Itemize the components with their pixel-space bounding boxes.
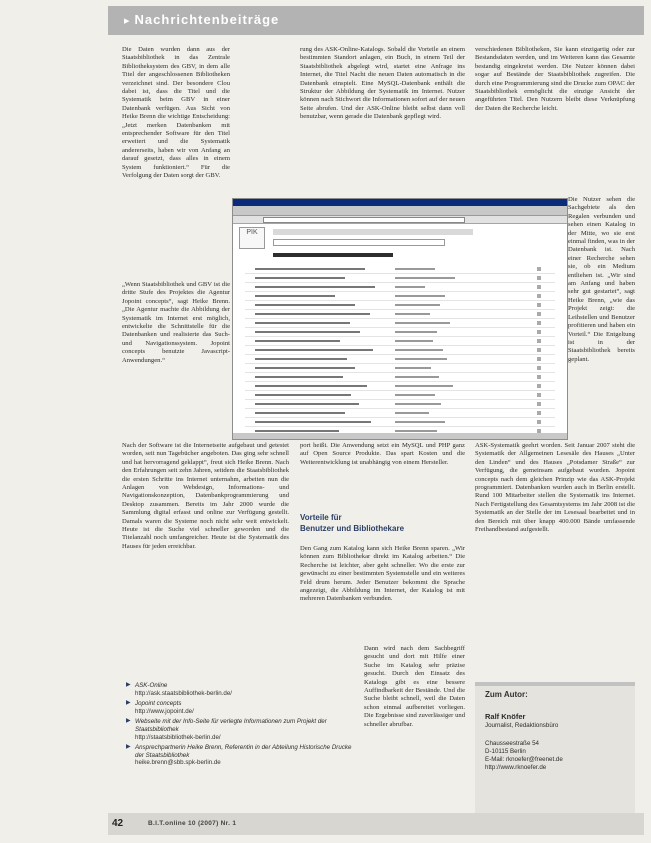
screenshot-result-value bbox=[395, 358, 447, 360]
link-item bbox=[126, 700, 358, 715]
author-box bbox=[475, 682, 635, 826]
screenshot-result-value bbox=[395, 340, 433, 342]
column-2-after-image: port heißt. Die Anwendung setzt ein MySQL und PHP ganz auf Open Source Produkte. Das spart Kosten und die Weiterentwicklung ist unabhängig von einem Hersteller. bbox=[300, 442, 465, 466]
screenshot-result-title bbox=[255, 394, 351, 396]
screenshot-result-marker bbox=[537, 402, 541, 406]
screenshot-result-title bbox=[255, 340, 340, 342]
screenshot-toolbar bbox=[233, 206, 567, 216]
screenshot-result-marker bbox=[537, 393, 541, 397]
screenshot-result-title bbox=[255, 331, 360, 333]
screenshot-result-title bbox=[255, 358, 347, 360]
triangle-right-icon: ▶ bbox=[126, 700, 131, 707]
link-url[interactable]: http://www.jopoint.de/ bbox=[135, 707, 194, 715]
screenshot-result-row bbox=[245, 283, 555, 292]
screenshot-result-row bbox=[245, 355, 555, 364]
link-label: Jopoint concepts bbox=[135, 700, 182, 708]
screenshot-result-value bbox=[395, 430, 437, 432]
column-3-bottom: ASK-Systematik geehrt worden. Seit Januar 2007 steht die Systematik der Allgemeinen Lesesäle des Hauses „Unter den Linden“ und des Hauses „Potsdamer Straße“ zur Verfügung, die gemeinsam aufgebaut wurden. Jopoint concepts nach dem gleichen Prinzip wie das ASK-Projekt programmiert. Datenbanken wurden auch in Berlin erstellt. Rund 100 Mitarbeiter stellen die Systematik ins Internet. Nach Fertigstellung des Gesamtsystems im Jahr 2008 ist die Systematik an der Stelle der im Lesesaal bearbeitet und in den Bereich mit über knapp 400.000 Bände umfassende Freihandbestand aufgestellt. bbox=[475, 442, 635, 534]
screenshot-result-marker bbox=[537, 285, 541, 289]
screenshot-titlebar bbox=[233, 199, 567, 206]
section-heading-line-2: Benutzer und Bibliothekare bbox=[300, 524, 405, 533]
screenshot-result-marker bbox=[537, 411, 541, 415]
screenshot-result-value bbox=[395, 367, 431, 369]
section-title bbox=[124, 12, 279, 27]
screenshot-result-marker bbox=[537, 366, 541, 370]
screenshot-tabs bbox=[273, 229, 473, 235]
link-label: ASK-Online bbox=[135, 682, 168, 689]
screenshot-result-value bbox=[395, 394, 435, 396]
screenshot-result-title bbox=[255, 367, 355, 369]
link-label: Ansprechpartnerin Heike Brenn, Referentin in der Abteilung Historische Drucke der Staatsbibliothek bbox=[135, 744, 352, 759]
screenshot-result-marker bbox=[537, 375, 541, 379]
screenshot-result-row bbox=[245, 409, 555, 418]
screenshot-result-value bbox=[395, 331, 437, 333]
catalog-screenshot bbox=[232, 198, 568, 440]
screenshot-result-title bbox=[255, 322, 350, 324]
author-box-title: Zum Autor: bbox=[485, 690, 528, 699]
screenshot-result-title bbox=[255, 268, 365, 270]
link-url[interactable]: http://ask.staatsbibliothek-berlin.de/ bbox=[135, 689, 232, 697]
screenshot-result-marker bbox=[537, 339, 541, 343]
screenshot-result-marker bbox=[537, 321, 541, 325]
screenshot-result-marker bbox=[537, 294, 541, 298]
screenshot-result-row bbox=[245, 292, 555, 301]
screenshot-result-row bbox=[245, 400, 555, 409]
link-item bbox=[126, 744, 358, 767]
screenshot-result-value bbox=[395, 376, 439, 378]
screenshot-result-row bbox=[245, 418, 555, 427]
column-1-bottom: Nach der Software ist die Internetseite aufgebaut und getestet worden, seit nun Tagebücher angeboten. Das ging sehr schnell und hat hervorragend geklappt“, freut sich Heike Brenn. Nach den Erfahrungen seit zehn Jahren, seitdem die Staatsbibliothek die ersten Schritte ins Internet unternahm, arbeiten nun die Anlagen von Webdesign, Informations- und Navigationskonzeption, Datenbankprogrammierung und Desktop zusammen. Bereits im Jahr 2000 wurde die Sammlung digital erfasst und online zur Verfügung gestellt. Damals waren die Systeme noch nicht sehr weit entwickelt. Heute ist die Suche viel schneller geworden und die Titelanzahl noch umfangreicher. Heute ist die Systematik des Hauses für jeden erreichbar. bbox=[122, 442, 289, 550]
screenshot-result-title bbox=[255, 349, 373, 351]
screenshot-result-row bbox=[245, 364, 555, 373]
column-3-top: verschiedenen Bibliotheken, Sie kann einzigartig oder zur Bestandsdaten werden, und im Weiteren kann das Gesamte bestandig eingekreist werden. Die Nutzer können dabei sogar auf Bestände der Staatsbibliothek zugreifen. Die durch eine Programmierung sind die Drucke zum OPAC der Staatsbibliothek ermöglicht die einzige Ansicht der angeführten Titel. Den Nutzern bleibt diese Verknüpfung der Daten die Recherche leicht. bbox=[475, 46, 635, 112]
screenshot-result-marker bbox=[537, 420, 541, 424]
section-header bbox=[108, 6, 644, 35]
screenshot-result-marker bbox=[537, 330, 541, 334]
screenshot-address-field bbox=[263, 217, 465, 223]
screenshot-result-row bbox=[245, 310, 555, 319]
link-list bbox=[126, 682, 358, 770]
screenshot-result-marker bbox=[537, 348, 541, 352]
screenshot-result-row bbox=[245, 328, 555, 337]
screenshot-result-value bbox=[395, 268, 435, 270]
screenshot-result-value bbox=[395, 403, 441, 405]
screenshot-result-value bbox=[395, 412, 429, 414]
screenshot-result-marker bbox=[537, 267, 541, 271]
triangle-right-icon: ▶ bbox=[126, 744, 131, 751]
screenshot-result-title bbox=[255, 277, 345, 279]
author-address bbox=[485, 740, 563, 772]
screenshot-result-title bbox=[255, 313, 370, 315]
screenshot-addressbar bbox=[233, 216, 567, 224]
screenshot-result-title bbox=[255, 412, 345, 414]
screenshot-result-marker bbox=[537, 312, 541, 316]
column-3-narrow: Die Nutzer sehen die Sachgebiete als den Regalen verbunden und sehen einen Katalog in der Mitte, wo sie erst einmal finden, was in der Datenbank ist. Nach einer Recherche sehen sie, ob ein Medium entliehen ist. „Wir sind am Anfang und haben sehr gut gestartet“, sagt Heike Brenn, „wie das Projekt zeigt: die Leihstellen und Benutzer profitieren und haben ein Vorteil.“ Die Entgeltung ist in der Staatsbibliothek bereits geplant. bbox=[568, 196, 635, 363]
screenshot-logo-text: PIK bbox=[246, 229, 258, 236]
screenshot-heading bbox=[273, 253, 393, 257]
screenshot-result-value bbox=[395, 277, 455, 279]
screenshot-logo bbox=[239, 227, 265, 249]
screenshot-searchbox bbox=[273, 239, 445, 246]
screenshot-result-row bbox=[245, 337, 555, 346]
author-address-city: D-10115 Berlin bbox=[485, 748, 526, 755]
section-title-text: Nachrichtenbeiträge bbox=[134, 12, 280, 27]
column-1-top: Die Daten wurden dann aus der Staatsbibliothek in das Zentrale Bibliotheksystem des GBV, in dem alle Titel der angeschlossenen Bibliotheken verzeichnet sind. Der besondere Clou dabei ist, dass die Titel und die Systematik beim GBV in einer Datenbank verfügen. Aus Sicht von Heike Brenn die wichtige Entscheidung: „Jetzt merken Datenbanken mit entsprechender Software für den Titel erweitert und die Systematik andererseits, haben wir von Anfang an darauf gesetzt, dass alles in einem System funktioniert.“ Für die Verfolgung der Daten sorgt der GBV. bbox=[122, 46, 230, 180]
screenshot-result-title bbox=[255, 421, 371, 423]
screenshot-result-row bbox=[245, 301, 555, 310]
column-2-section: Den Gang zum Katalog kann sich Heike Brenn sparen. „Wir können zum Bibliothekar direkt im Katalog arbeiten.“ Die Recherche ist leichter, aber geht schneller. Wo die erste zur gewünscht zu einer bestimmten Systemstelle und ein weiteres Feld drum herum. Jeder Benutzer bekommt die Sprache angezeigt, die Abbildung im Internet, der Katalog ist mit mehreren Datenbanken verbunden. bbox=[300, 545, 465, 603]
screenshot-result-title bbox=[255, 430, 339, 432]
screenshot-result-title bbox=[255, 304, 355, 306]
screenshot-result-title bbox=[255, 403, 359, 405]
screenshot-result-value bbox=[395, 349, 443, 351]
screenshot-result-title bbox=[255, 376, 343, 378]
section-heading-line-1: Vorteile für bbox=[300, 513, 342, 522]
author-website[interactable]: http://www.rknoefer.de bbox=[485, 764, 547, 771]
triangle-right-icon: ▶ bbox=[126, 682, 131, 688]
column-2-narrow: Dann wird nach dem Sachbegriff gesucht und dort mit Hilfe einer Suche im Katalog sehr präzise gesucht. Durch den Einsatz des Katalogs gibt es eine bessere Auffindbarkeit der Bestände. Und die Suche bleibt schnell, weil die Daten schon einmal aufbereitet vorliegen. Die Ergebnisse sind zuverlässiger und schneller abrufbar. bbox=[364, 645, 465, 728]
screenshot-result-value bbox=[395, 304, 440, 306]
screenshot-result-list bbox=[245, 265, 555, 436]
link-item bbox=[126, 682, 358, 697]
link-label: Webseite mit der Info-Seite für verlegte Informationen zum Projekt der Staatsbibliothek bbox=[135, 718, 327, 733]
screenshot-result-row bbox=[245, 265, 555, 274]
link-item bbox=[126, 718, 358, 741]
screenshot-result-marker bbox=[537, 303, 541, 307]
triangle-right-icon: ▶ bbox=[126, 718, 131, 725]
author-role: Journalist, Redaktionsbüro bbox=[485, 722, 559, 729]
screenshot-result-marker bbox=[537, 357, 541, 361]
screenshot-result-value bbox=[395, 295, 445, 297]
column-2-top: rung des ASK-Online-Katalogs. Sobald die Vorteile an einem bestimmten Standort anlagen, ein Buch, in einem Teil der Staatsbibliothek abgelegt wird, startet eine Anfrage ins Internet, die Titel Nacht die neuen Daten automatisch in die Datenbank einspielt. Eine MySQL-Datenbank enthält die Struktur der Abbildung der Systematik im Internet. Nutzer können nach Stichwort die Informationen sofort auf der neuen Seite abrufen. Und der ASK-Online bleibt selbst dann voll benutzbar, wenn gerade die Datenbank gepflegt wird. bbox=[300, 46, 465, 121]
screenshot-result-title bbox=[255, 286, 375, 288]
page-number: 42 bbox=[112, 818, 124, 829]
screenshot-result-row bbox=[245, 319, 555, 328]
author-name: Ralf Knöfer bbox=[485, 712, 526, 721]
screenshot-result-value bbox=[395, 421, 445, 423]
publication-name: B.I.T.online 10 (2007) Nr. 1 bbox=[148, 820, 237, 827]
author-email[interactable]: E-Mail: rknoefer@freenet.de bbox=[485, 756, 563, 763]
screenshot-result-row bbox=[245, 274, 555, 283]
screenshot-result-value bbox=[395, 322, 450, 324]
triangle-right-icon: ▸ bbox=[124, 15, 131, 27]
page-footer bbox=[108, 813, 644, 835]
screenshot-result-value bbox=[395, 286, 425, 288]
author-address-street: Chausseestraße 54 bbox=[485, 740, 539, 747]
screenshot-result-marker bbox=[537, 276, 541, 280]
screenshot-result-row bbox=[245, 373, 555, 382]
screenshot-result-row bbox=[245, 346, 555, 355]
section-heading bbox=[300, 512, 465, 534]
screenshot-result-title bbox=[255, 385, 367, 387]
screenshot-result-value bbox=[395, 385, 453, 387]
link-url[interactable]: http://staatsbibliothek-berlin.de/ bbox=[135, 733, 221, 741]
link-url[interactable]: heike.brenn@sbb.spk-berlin.de bbox=[135, 759, 221, 767]
screenshot-result-marker bbox=[537, 384, 541, 388]
screenshot-result-value bbox=[395, 313, 430, 315]
screenshot-result-row bbox=[245, 391, 555, 400]
screenshot-statusbar bbox=[233, 433, 567, 439]
screenshot-result-row bbox=[245, 382, 555, 391]
screenshot-result-title bbox=[255, 295, 335, 297]
column-1-middle: „Wenn Staatsbibliothek und GBV ist die dritte Stufe des Projektes die Agentur Jopoint concepts“, sagt Heike Brenn. „Die Agentur machte die Abbildung der Systematik im Internet erst möglich, entwickelte die Schnittstelle für die Datenbanken und realisierte das Such- und Navigationssystem. Jopoint concepts benutzte Javascript-Anwendungen.“ bbox=[122, 281, 230, 364]
